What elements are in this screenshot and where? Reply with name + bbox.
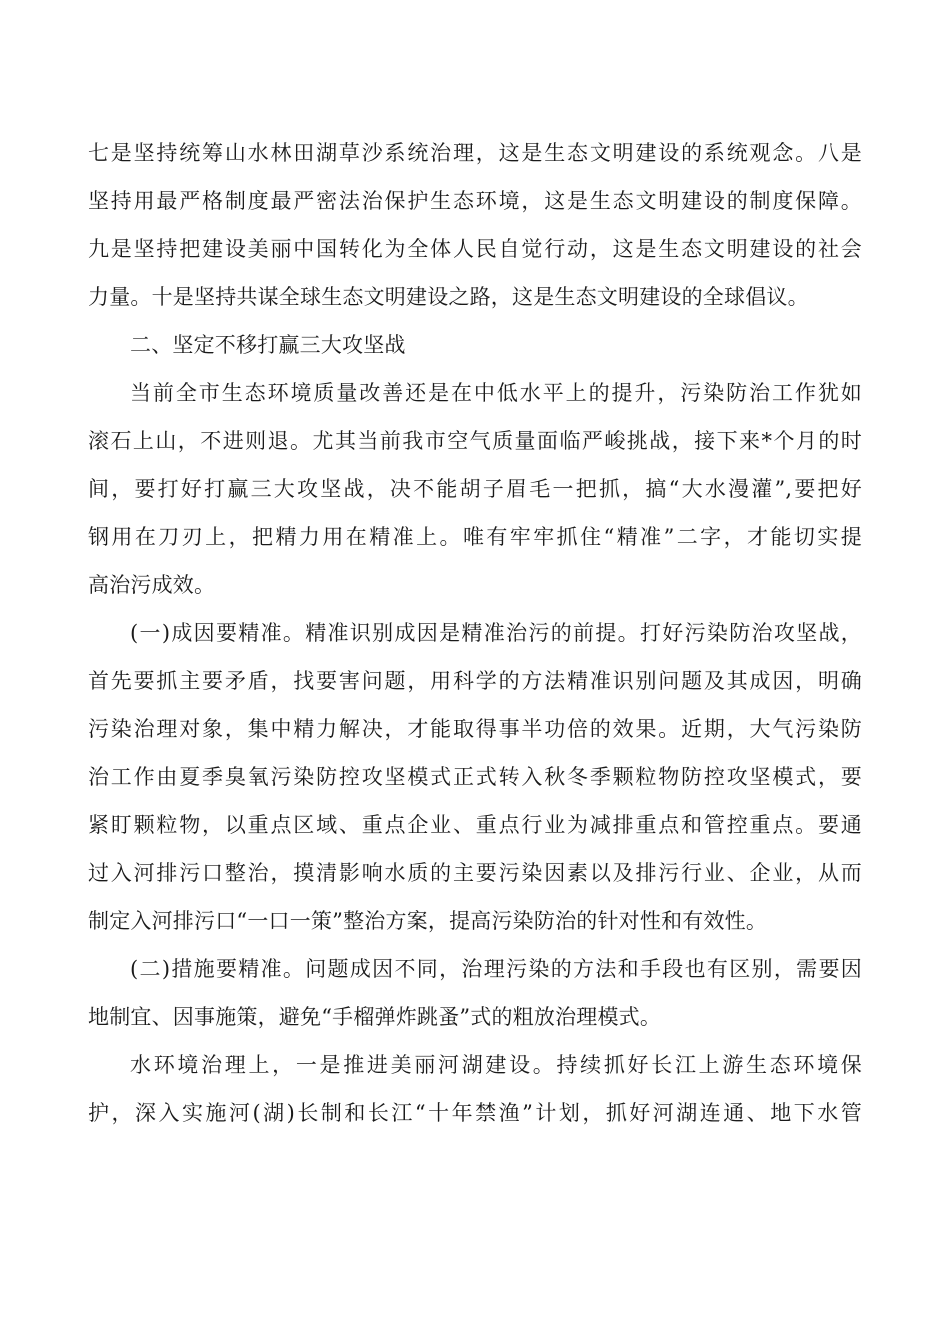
text-line: 护，深入实施河(湖)长制和长江“十年禁渔”计划，抓好河湖连通、地下水管 — [88, 1101, 862, 1125]
document-body — [88, 129, 862, 1137]
text-line: 治工作由夏季臭氧污染防控攻坚模式正式转入秋冬季颗粒物防控攻坚模式，要 — [88, 765, 862, 789]
text-line: 过入河排污口整治，摸清影响水质的主要污染因素以及排污行业、企业，从而 — [88, 861, 862, 885]
text-line: 滚石上山，不进则退。尤其当前我市空气质量面临严峻挑战，接下来*个月的时 — [88, 429, 862, 453]
section-heading — [88, 321, 862, 369]
paragraph-current-situation — [88, 369, 862, 609]
text-line: 紧盯颗粒物，以重点区域、重点企业、重点行业为减排重点和管控重点。要通 — [88, 813, 862, 837]
text-line: 水环境治理上，一是推进美丽河湖建设。持续抓好长江上游生态环境保 — [130, 1053, 862, 1077]
text-line: (一)成因要精准。精准识别成因是精准治污的前提。打好污染防治攻坚战， — [130, 621, 862, 645]
heading-text: 二、坚定不移打赢三大攻坚战 — [130, 333, 406, 357]
text-line: 九是坚持把建设美丽中国转化为全体人民自觉行动，这是生态文明建设的社会 — [88, 237, 862, 261]
text-line: 七是坚持统筹山水林田湖草沙系统治理，这是生态文明建设的系统观念。八是 — [88, 141, 862, 165]
text-line: 制定入河排污口“一口一策”整治方案，提高污染防治的针对性和有效性。 — [88, 909, 768, 933]
text-line: 污染治理对象，集中精力解决，才能取得事半功倍的效果。近期，大气污染防 — [88, 717, 862, 741]
text-line: 力量。十是坚持共谋全球生态文明建设之路，这是生态文明建设的全球倡议。 — [88, 285, 809, 309]
text-line: 坚持用最严格制度最严密法治保护生态环境，这是生态文明建设的制度保障。 — [88, 189, 862, 213]
text-line: 首先要抓主要矛盾，找要害问题，用科学的方法精准识别问题及其成因，明确 — [88, 669, 862, 693]
text-line: (二)措施要精准。问题成因不同，治理污染的方法和手段也有区别，需要因 — [130, 957, 862, 981]
text-line: 钢用在刀刃上，把精力用在精准上。唯有牢牢抓住“精准”二字，才能切实提 — [88, 525, 862, 549]
text-line: 间，要打好打赢三大攻坚战，决不能胡子眉毛一把抓，搞“大水漫灌”,要把好 — [88, 477, 862, 501]
text-line: 地制宜、因事施策，避免“手榴弹炸跳蚤”式的粗放治理模式。 — [88, 1005, 662, 1029]
paragraph-system-views — [88, 129, 862, 321]
paragraph-water-governance — [88, 1041, 862, 1137]
paragraph-measures-precise — [88, 945, 862, 1041]
text-line: 高治污成效。 — [88, 573, 216, 597]
text-line: 当前全市生态环境质量改善还是在中低水平上的提升，污染防治工作犹如 — [130, 381, 862, 405]
paragraph-cause-precise — [88, 609, 862, 945]
